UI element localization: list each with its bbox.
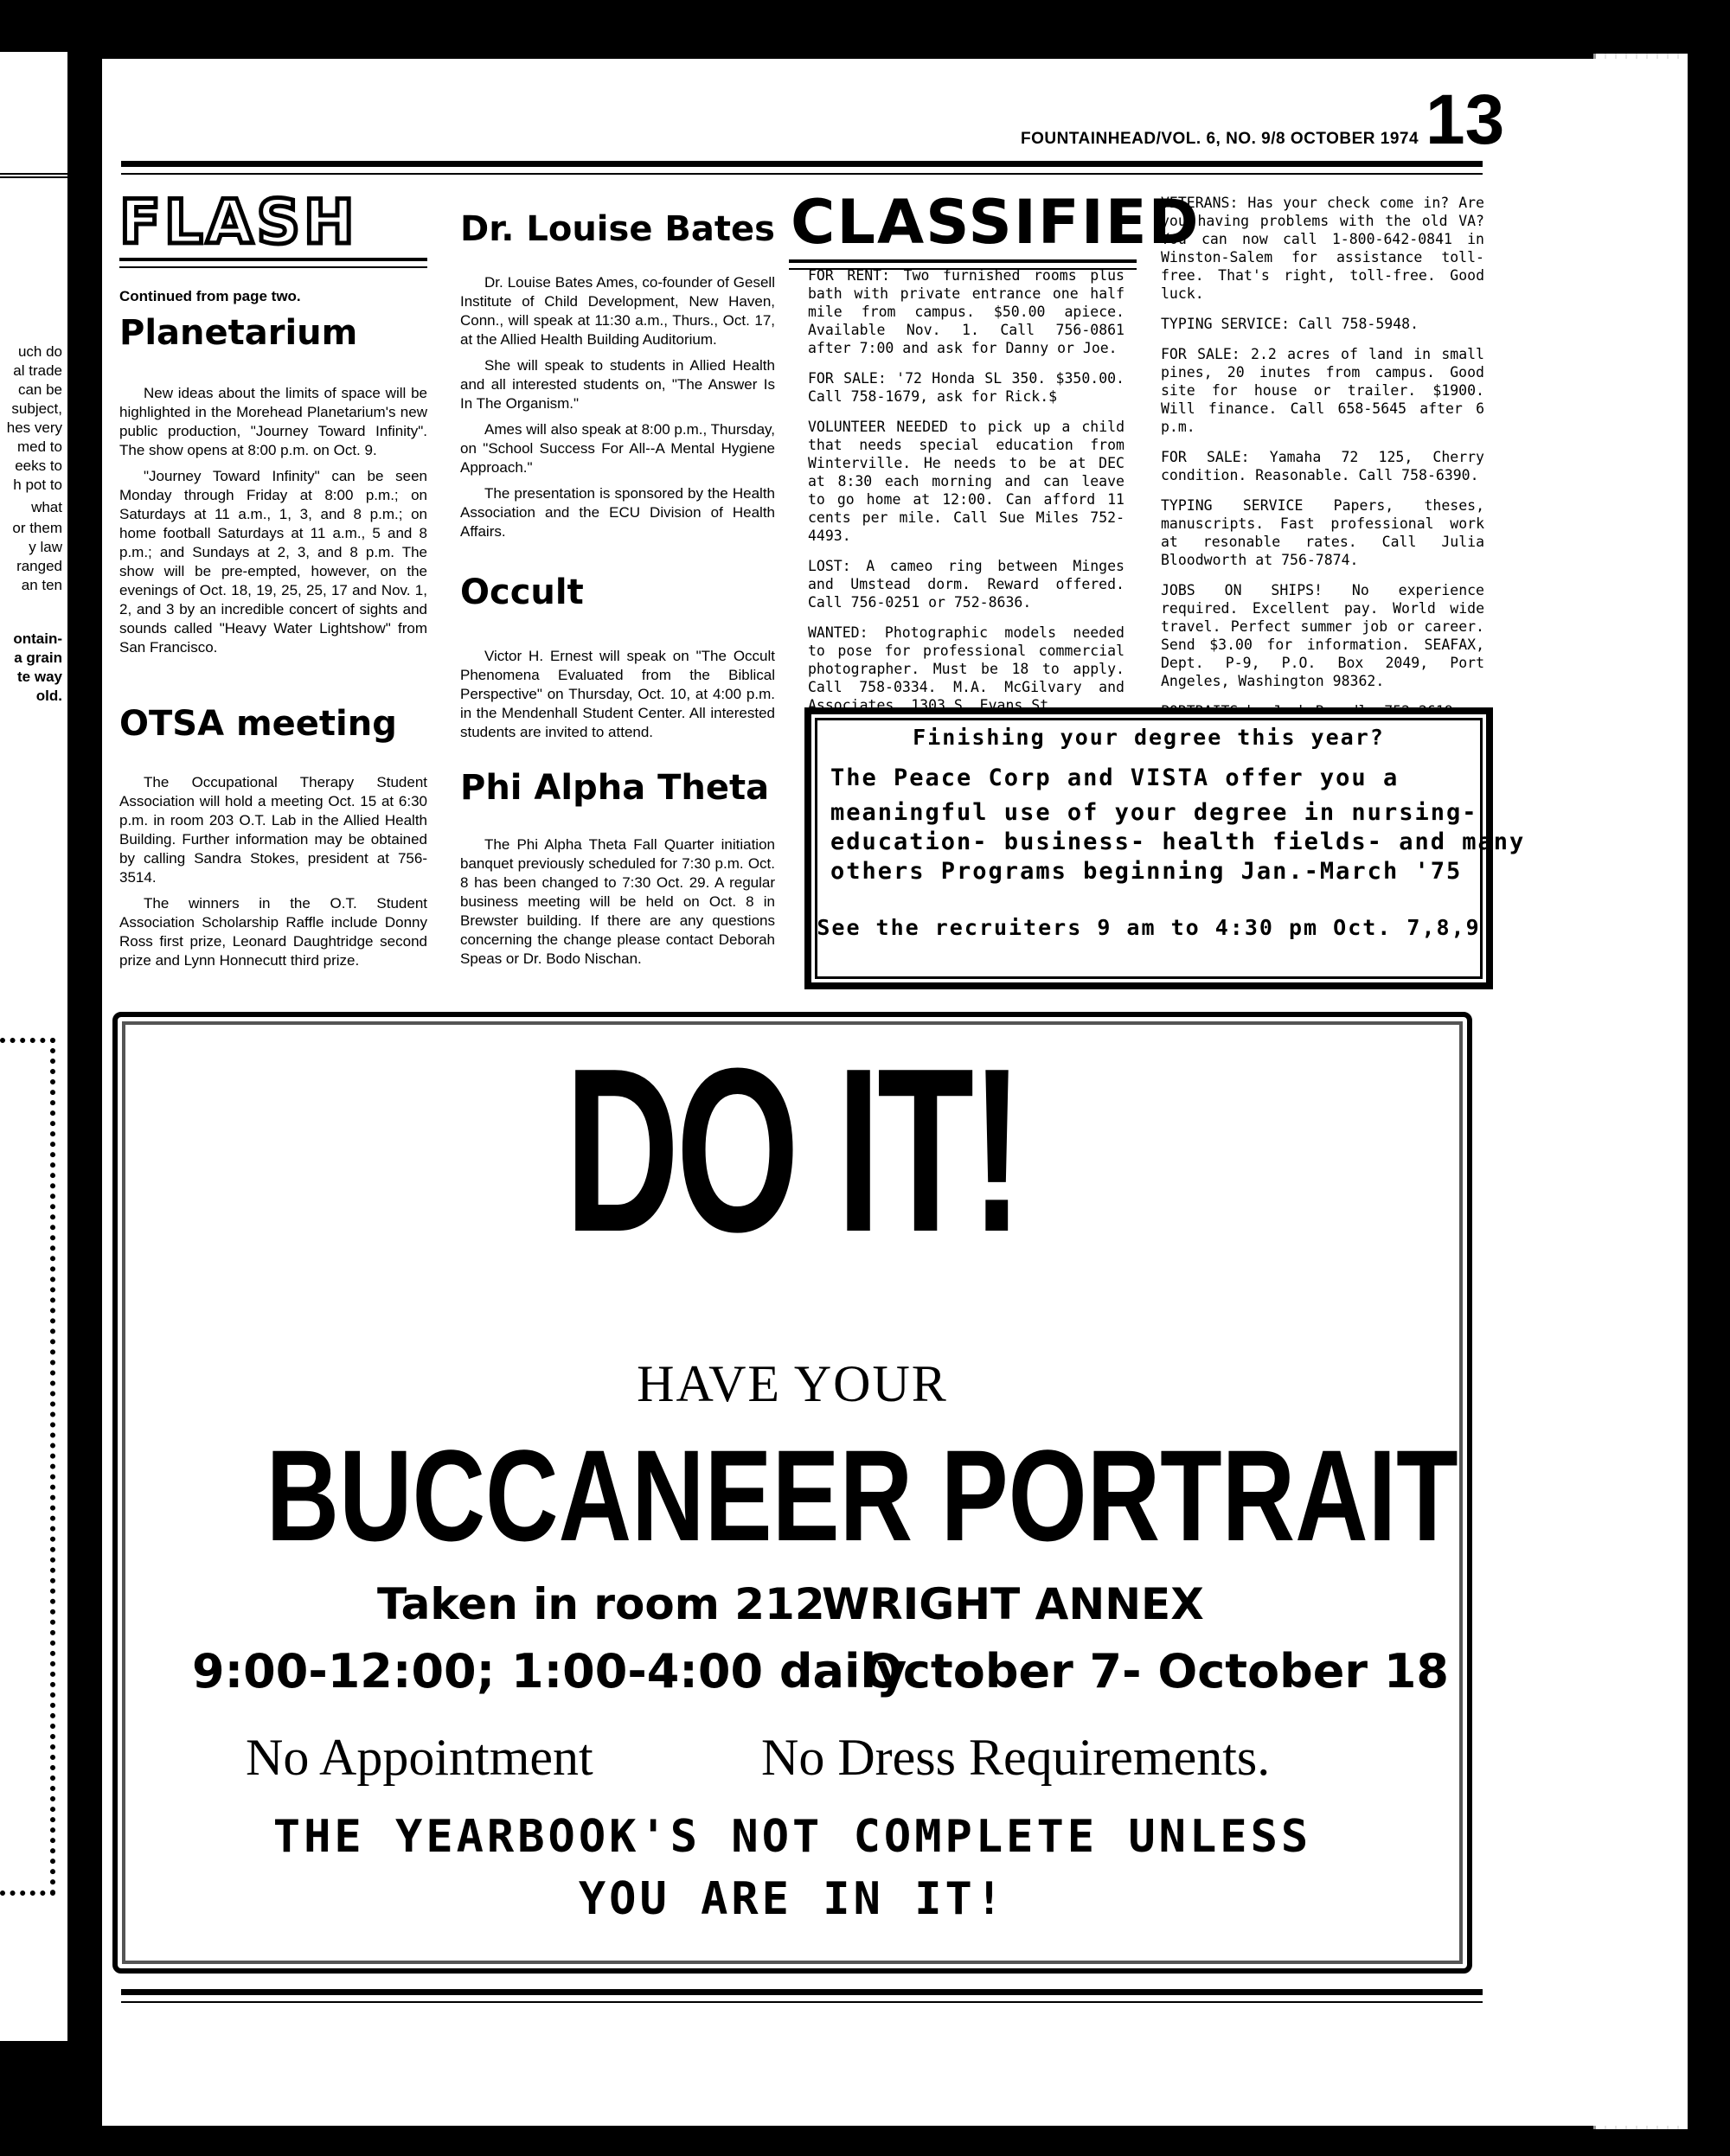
ad-room: Taken in room 212: [377, 1579, 825, 1629]
classified-column-right: [1161, 194, 1484, 733]
phi-heading: Phi Alpha Theta: [460, 768, 770, 808]
peace-corps-line: others Programs beginning Jan.-March '75: [830, 858, 1463, 885]
bottom-rule: [121, 1989, 1483, 2003]
otsa-paragraph: The Occupational Therapy Student Association will hold a meeting Oct. 15 at 6:30 p.m. in room 203 O.T. Lab in the Allied Health Building. Further information may be obtained by calling Sandra Stokes, president at 756-3514.: [119, 774, 427, 886]
fragment-line: can be: [17, 381, 62, 398]
classified-ad: FOR SALE: Yamaha 72 125, Cherry condition. Reasonable. Call 758-6390.: [1161, 449, 1484, 483]
ad-dates: October 7- October 18: [863, 1644, 1450, 1699]
fragment-line: what: [31, 499, 62, 515]
events-column: [460, 209, 775, 976]
fragment-line: y law: [29, 539, 62, 555]
ad-have-your: HAVE YOUR: [637, 1355, 948, 1412]
continued-note: Continued from page two.: [119, 288, 301, 304]
otsa-heading: OTSA meeting: [119, 704, 397, 744]
flash-title: FLASH: [119, 187, 358, 258]
peace-corps-line: See the recruiters 9 am to 4:30 pm Oct. 7,8,9: [817, 915, 1481, 940]
buccaneer-ad: [112, 1012, 1472, 1974]
peace-corps-line: The Peace Corp and VISTA offer you a: [830, 765, 1400, 791]
classified-ad: FOR SALE: 2.2 acres of land in small pines, 20 inutes from campus. Good site for house or trailer. $1900. Will finance. Call 658-5645 after 6 p.m.: [1161, 346, 1484, 435]
page-number: 13: [1426, 80, 1505, 159]
fragment-line: med to: [17, 438, 62, 455]
fragment-line: subject,: [11, 400, 62, 417]
occult-paragraph: Victor H. Ernest will speak on "The Occult Phenomena Evaluated from the Biblical Perspective" on Thursday, Oct. 10, at 4:00 p.m. in the Mendenhall Student Center. All interested students are invited to attend.: [460, 648, 775, 740]
flash-column: [119, 187, 427, 977]
phi-paragraph: The Phi Alpha Theta Fall Quarter initiation banquet previously scheduled for 7:30 p.m. Oct. 8 has been changed to 7:30 Oct. 29. A regular business meeting will be held on Oct. 8 in Brewster building. If there are any questions concerning the change please contact Deborah Speas or Dr. Bodo Nischan.: [460, 836, 775, 967]
fragment-line: al trade: [13, 362, 62, 379]
classified-ad: JOBS ON SHIPS! No experience required. Excellent pay. World wide travel. Perfect summer job or career. Send $3.00 for information. SEAFAX, Dept. P-9, P.O. Box 2049, Port Angeles, Washington 98362.: [1161, 582, 1484, 689]
adjacent-page-rule: [0, 173, 67, 189]
fragment-line: ranged: [16, 558, 62, 574]
fragment-line: ontain-: [13, 630, 62, 647]
fragment-line: an ten: [21, 577, 62, 593]
otsa-paragraph: The winners in the O.T. Student Association Scholarship Raffle include Donny Ross first prize, Leonard Daughtridge second prize and Lynn Honnecutt third prize.: [119, 895, 427, 969]
bates-paragraph: Dr. Louise Bates Ames, co-founder of Gesell Institute of Child Development, New Haven, Conn., will speak at 11:30 a.m., Thurs., Oct. 17, at the Allied Health Building Auditorium.: [460, 274, 775, 348]
fragment-line: hes very: [6, 419, 62, 436]
adjacent-page-fragment: [0, 52, 67, 2041]
ad-buccaneer-portrait: BUCCANEER PORTRAIT: [266, 1423, 1458, 1568]
planetarium-paragraph: "Journey Toward Infinity" can be seen Monday through Friday at 8:00 p.m.; on Saturdays at 11 a.m., 1, 3, and 8 p.m.; on home football Saturdays at 11 a.m., 5 and 8 p.m.; and Sundays at 2, 3, and 8 p.m. The show will be pre-empted, however, on the evenings of Oct. 18, 19, 25, 25, 17 and Nov. 1, 2, and 3 by an incredible concert of sights and sounds called "Heavy Water Lightshow" from San Francisco.: [119, 468, 427, 656]
ad-hours: 9:00-12:00; 1:00-4:00 daily: [192, 1644, 907, 1699]
fragment-line: uch do: [17, 343, 62, 360]
classified-ad: PORTRAITS by Jack Brendle 752-2619: [1161, 703, 1453, 720]
classified-ad: VOLUNTEER NEEDED to pick up a child that needs special education from Winterville. He needs to be at DEC at 8:30 each morning and can leave to go home at 12:00. Can afford 11 cents per mile. Call Sue Miles 752-4493.: [808, 419, 1124, 544]
fragment-line: or them: [12, 520, 62, 536]
planetarium-heading: Planetarium: [119, 313, 358, 353]
ad-tagline: THE YEARBOOK'S NOT COMPLETE UNLESS: [272, 1811, 1312, 1863]
bates-paragraph: Ames will also speak at 8:00 p.m., Thursday, on "School Success For All--A Mental Hygiene Approach.": [460, 421, 775, 476]
classified-ad: FOR RENT: Two furnished rooms plus bath with private entrance one half mile from campus. $50.00 apiece. Available Nov. 1. Call 756-0861 after 7:00 and ask for Danny or Joe.: [808, 267, 1124, 356]
classified-column-left: [808, 266, 1124, 726]
bates-paragraph: The presentation is sponsored by the Health Association and the ECU Division of Health Affairs.: [460, 485, 775, 540]
fragment-line: te way: [17, 669, 62, 685]
occult-heading: Occult: [460, 573, 584, 612]
classified-ad: TYPING SERVICE Papers, theses, manuscripts. Fast professional work at resonable rates. Call Julia Bloodworth at 756-7874.: [1161, 497, 1484, 568]
adjacent-page-dotted-box: [0, 1038, 55, 1896]
classified-ad: FOR SALE: '72 Honda SL 350. $350.00. Call 758-1679, ask for Rick.$: [808, 370, 1124, 405]
bates-paragraph: She will speak to students in Allied Health and all interested students on, "The Answer Is In The Organism.": [460, 357, 775, 412]
bates-heading: Dr. Louise Bates: [460, 209, 775, 249]
fragment-line: a grain: [14, 649, 62, 666]
ad-headline: DO IT!: [564, 1020, 1021, 1281]
ad-no-appointment: No Appointment: [246, 1729, 593, 1786]
flash-rule: [119, 258, 427, 268]
masthead: FOUNTAINHEAD/VOL. 6, NO. 9/8 OCTOBER 1974: [1021, 130, 1419, 148]
classified-ad: WANTED: Photographic models needed to pose for professional commercial photographer. Must be 18 to apply. Call 758-0334. M.A. McGilvary and Associates, 1303 S. Evans St.: [808, 624, 1124, 713]
classified-ad: LOST: A cameo ring between Minges and Umstead dorm. Reward offered. Call 756-0251 or 752-8636.: [808, 558, 1124, 611]
peace-corps-line: meaningful use of your degree in nursing-: [830, 799, 1478, 826]
ad-no-dress: No Dress Requirements.: [761, 1729, 1271, 1786]
top-rule: [121, 161, 1483, 175]
classified-ad: TYPING SERVICE: Call 758-5948.: [1161, 316, 1419, 332]
fragment-line: eeks to: [15, 457, 62, 474]
classified-title: CLASSIFIED: [791, 187, 1201, 258]
planetarium-paragraph: New ideas about the limits of space will be highlighted in the Morehead Planetarium's new public production, "Journey Toward Infinity". The show opens at 8:00 p.m. on Oct. 9.: [119, 385, 427, 458]
peace-corps-line: Finishing your degree this year?: [913, 725, 1385, 750]
fragment-line: old.: [35, 688, 62, 704]
fragment-line: h pot to: [13, 477, 62, 493]
ad-building: WRIGHT ANNEX: [822, 1579, 1204, 1629]
classified-ad: VETERANS: Has your check come in? Are you having problems with the old VA? You can now call 1-800-642-0841 in Winston-Salem for assistance toll-free. That's right, toll-free. Good luck.: [1161, 195, 1484, 302]
peace-corps-ad: [804, 707, 1526, 989]
peace-corps-line: education- business- health fields- and many: [830, 828, 1526, 855]
ad-tagline: YOU ARE IN IT!: [578, 1873, 1007, 1925]
